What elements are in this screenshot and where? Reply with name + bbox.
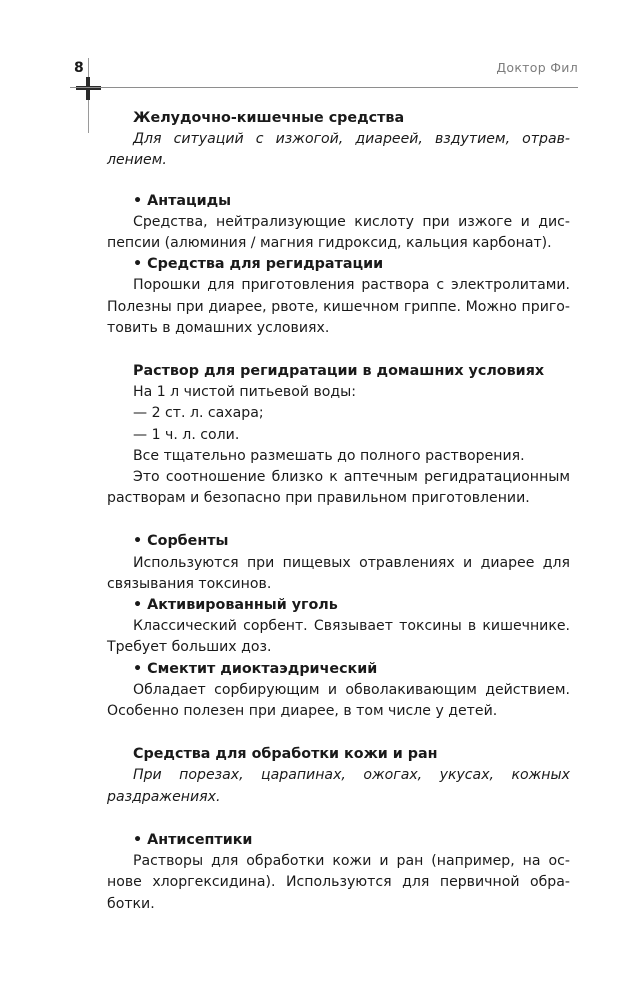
paragraph-smectite: Обладает сорбирующим и обволакивающим действием. Особенно полезен при диарее, в том числе у детей. xyxy=(107,681,570,720)
bullet-heading-label: Активированный уголь xyxy=(147,597,338,614)
paragraph-charcoal: Классический сорбент. Связывает токсины в кишечнике. Требует больших доз. xyxy=(107,618,570,656)
bullet-heading-charcoal xyxy=(107,595,570,616)
recipe-list-item: — 1 ч. л. соли. xyxy=(133,426,240,443)
bullet-heading-smectite xyxy=(107,659,570,680)
bullet-heading-label: Антациды xyxy=(147,192,232,209)
bullet-heading-antacids xyxy=(107,191,570,212)
bullet-heading-label: Смектит диоктаэдрический xyxy=(147,660,378,677)
bullet-icon: • xyxy=(133,597,143,614)
recipe-note: Это соотношение близко к аптечным регидратационным растворам и безопасно при правильном приготовлении. xyxy=(107,469,570,507)
paragraph-antacids: Средства, нейтрализующие кислоту при изжоге и диспепсии (алюминия / магния гидроксид, кальция карбонат). xyxy=(107,213,570,252)
spacer xyxy=(107,172,570,191)
paragraph-rehydration: Порошки для приготовления раствора с электролитами. Полезны при диарее, рвоте, кишечном гриппе. Можно приготовить в домашних условиях. xyxy=(107,277,570,336)
bullet-heading-rehydration xyxy=(107,254,570,275)
recipe-intro-line: На 1 л чистой питьевой воды: xyxy=(133,384,357,401)
paragraph-antiseptics: Растворы для обработки кожи и ран (например, на основе хлоргексидина). Используются для первичной обработки. xyxy=(107,853,570,912)
bullet-icon: • xyxy=(133,533,143,550)
bullet-icon: • xyxy=(133,831,143,848)
page-number: 8 xyxy=(74,60,84,76)
spacer xyxy=(107,509,570,531)
section-intro-skin: При порезах, царапинах, ожогах, укусах, кожных раздражениях. xyxy=(107,767,570,805)
bullet-heading-antiseptics xyxy=(107,830,570,851)
bullet-heading-label: Антисептики xyxy=(147,831,253,848)
bullet-heading-label: Сорбенты xyxy=(147,533,229,550)
spacer xyxy=(107,722,570,744)
spacer xyxy=(107,339,570,361)
section-heading-skin: Средства для обработки кожи и ран xyxy=(133,746,438,763)
bullet-icon: • xyxy=(133,192,143,209)
section-intro-gi: Для ситуаций с изжогой, диареей, вздутием, отравлением. xyxy=(107,131,570,169)
header-divider-rule xyxy=(70,87,578,88)
bullet-icon: • xyxy=(133,660,143,677)
bullet-heading-sorbents xyxy=(107,531,570,552)
registration-cross-vertical xyxy=(86,77,90,100)
paragraph-sorbents: Используются при пищевых отравлениях и диарее для связывания токсинов. xyxy=(107,554,570,592)
text-column xyxy=(107,108,570,915)
section-heading-gi: Желудочно-кишечные средства xyxy=(133,110,405,126)
bullet-icon: • xyxy=(133,256,143,273)
recipe-instruction-line: Все тщательно размешать до полного растворения. xyxy=(133,447,525,464)
recipe-heading: Раствор для регидратации в домашних условиях xyxy=(133,363,545,380)
spacer xyxy=(107,808,570,830)
bullet-heading-label: Средства для регидратации xyxy=(147,256,384,273)
running-head: Доктор Фил xyxy=(496,60,578,75)
recipe-list-item: — 2 ст. л. сахара; xyxy=(133,405,264,422)
